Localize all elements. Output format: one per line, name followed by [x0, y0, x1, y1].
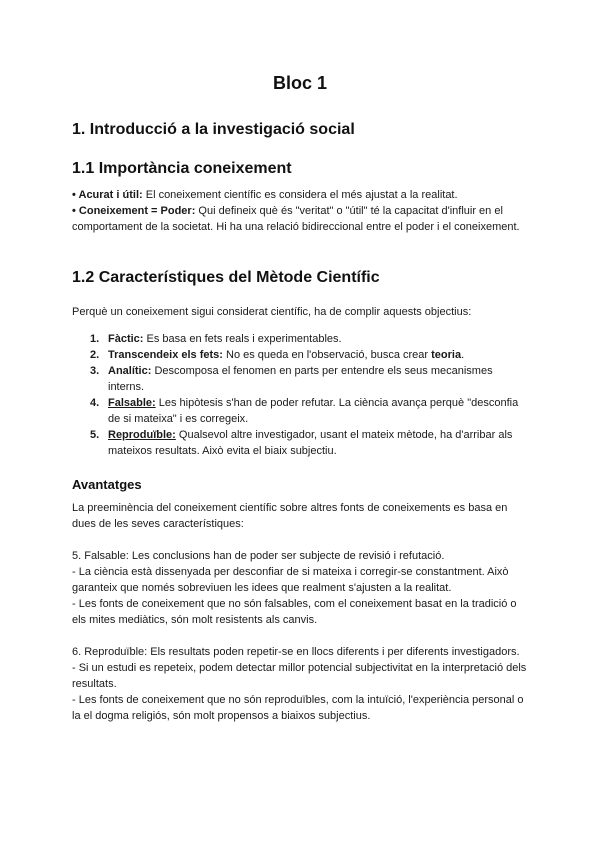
item-term: Falsable: [108, 397, 156, 409]
paragraph-line: - La ciència està dissenyada per desconfiar de si mateixa i corregir-se constantment. Això garanteix que només sobreviuen les idees que realment s'ajusten a la realitat. [72, 566, 509, 594]
item-end: . [461, 349, 465, 361]
paragraph-line: 5. Falsable: Les conclusions han de poder ser subjecte de revisió i refutació. [72, 550, 445, 562]
list-number: 1. [90, 333, 100, 345]
list-number: 4. [90, 397, 100, 409]
list-item [90, 395, 530, 427]
item-term: Fàctic: [108, 333, 144, 345]
paragraph-line: - Si un estudi es repeteix, podem detectar millor potencial subjectivitat en la interpretació dels resultats. [72, 662, 527, 690]
bullet-term: • Acurat i útil: [72, 189, 143, 201]
bullet-item [72, 187, 528, 203]
reproducible-paragraph [72, 644, 528, 724]
advantages-heading: Avantatges [72, 477, 142, 492]
list-item [90, 363, 530, 395]
list-item [90, 427, 530, 459]
paragraph-line: 6. Reproduïble: Els resultats poden repetir-se en llocs diferents i per diferents investigadors. [72, 646, 520, 658]
item-term: Analític: [108, 365, 152, 377]
item-term: Transcendeix els fets: [108, 349, 223, 361]
item-strong: teoria [431, 349, 462, 361]
bullet-text: Qui defineix què és "veritat" o "útil" té la capacitat d'influir en el comportament de la societat. Hi ha una relació bidireccional entre el poder i el coneixement. [72, 205, 520, 233]
list-number: 2. [90, 349, 100, 361]
bullet-text: El coneixement científic es considera el més ajustat a la realitat. [142, 189, 458, 201]
importance-bullets [72, 187, 528, 235]
section-heading-intro: 1. Introducció a la investigació social [72, 121, 355, 138]
list-item [90, 331, 530, 347]
method-list [90, 331, 530, 459]
item-text: Es basa en fets reals i experimentables. [143, 333, 342, 345]
falsable-paragraph [72, 548, 528, 628]
page-title: Bloc 1 [272, 73, 328, 93]
item-text: Les hipòtesis s'han de poder refutar. La ciència avança perquè "desconfia de si mateixa" i es corregeix. [108, 397, 519, 425]
list-number: 3. [90, 365, 100, 377]
item-text: No es queda en l'observació, busca crear [222, 349, 432, 361]
item-text: Qualsevol altre investigador, usant el mateix mètode, ha d'arribar als mateixos resultats. Això evita el biaix subjectiu. [108, 429, 513, 457]
list-number: 5. [90, 429, 100, 441]
advantages-intro: La preeminència del coneixement científic sobre altres fonts de coneixements es basa en dues de les seves característiques: [72, 502, 508, 530]
section-heading-1-1: 1.1 Importància coneixement [72, 160, 292, 177]
list-item [90, 347, 530, 363]
item-text: Descomposa el fenomen en parts per entendre els seus mecanismes interns. [108, 365, 493, 393]
paragraph-line: - Les fonts de coneixement que no són reproduïbles, com la intuïció, l'experiència personal o la el dogma religiós, són molt propensos a biaixos subjectius. [72, 694, 524, 722]
bullet-term: • Coneixement = Poder: [72, 205, 196, 217]
paragraph-line: - Les fonts de coneixement que no són falsables, com el coneixement basat en la tradició o els mites mediàtics, són molt resistents als canvis. [72, 598, 517, 626]
bullet-item [72, 203, 528, 235]
item-term: Reproduïble: [108, 429, 176, 441]
section-heading-1-2: 1.2 Característiques del Mètode Científic [72, 269, 380, 286]
method-intro: Perquè un coneixement sigui considerat científic, ha de complir aquests objectius: [72, 306, 472, 318]
